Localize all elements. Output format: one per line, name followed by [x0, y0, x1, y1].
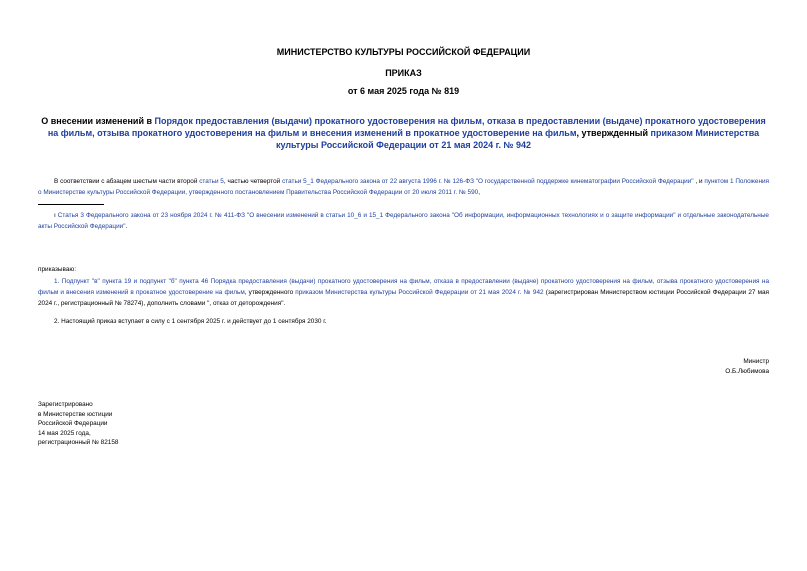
- footnote-law-link[interactable]: Статья 3 Федерального закона от 23 ноября 2024 г. № 411-ФЗ "О внесении изменений в статьи 10_6 и 15_1 Федерального закона "Об информации, информационных технологиях и о защите информации" и отдельные законодательные акты Российской Федерации": [38, 212, 769, 230]
- clause-1-paragraph: [38, 276, 769, 309]
- clause-2-paragraph: 2. Настоящий приказ вступает в силу с 1 сентября 2025 г. и действует до 1 сентября 2030 г.: [54, 318, 327, 325]
- registration-line: в Министерстве юстиции: [38, 410, 113, 418]
- title-procedure-link[interactable]: Порядок предоставления (выдачи) прокатного удостоверения на фильм, отказа в предоставлении (выдаче) прокатного удостоверения на фильм, отзыва прокатного удостоверения на фильм и внесения изменений в прокатное удостоверение на фильм: [47, 116, 766, 138]
- clause-1-text-1: , утвержденного: [244, 289, 296, 296]
- registration-line: Российской Федерации: [38, 420, 108, 427]
- clause-1-procedure-link[interactable]: 1. Подпункт "в" пункта 19 и подпункт "б" пункта 46 Порядка предоставления (выдачи) прокатного удостоверения на фильм, отказа в предоставлении (выдаче) прокатного удостоверения на фильм, отзыва прокатного удостоверения на фильм и внесения изменений в прокатное удостоверение на фильм: [38, 278, 769, 296]
- date-number-heading: от 6 мая 2025 года № 819: [347, 86, 460, 96]
- preamble-paragraph: [38, 176, 769, 198]
- footnote-end: .: [125, 223, 128, 230]
- document-type-heading: ПРИКАЗ: [385, 68, 422, 78]
- document-title: [36, 115, 771, 151]
- signatory-name: О.Б.Любимова: [725, 368, 769, 375]
- registration-block: [38, 400, 118, 448]
- footnote: [38, 210, 769, 232]
- preamble-text-1: В соответствии с абзацем шестым части второй: [54, 178, 200, 185]
- orders-label: приказываю:: [38, 266, 76, 273]
- registration-line: Зарегистрировано: [38, 401, 93, 408]
- title-middle: , утвержденный: [576, 128, 651, 138]
- preamble-text-2: , частью четвертой: [223, 178, 283, 185]
- footnote-marker: ı: [54, 212, 58, 219]
- ministry-regulation-link[interactable]: пунктом 1 Положения о Министерстве культуры Российской Федерации, утвержденного постановлением Правительства Российской Федерации от 20 июля 2011 г. № 590: [38, 178, 770, 196]
- title-prefix: О внесении изменений в: [41, 116, 155, 126]
- clause-1-text-2: (зарегистрирован Министерством юстиции Российской Федерации 27 мая 2024 г., регистрационный № 78274), дополнить словами ", отказ от деторождения".: [38, 289, 770, 307]
- article-5-1-law-link[interactable]: статьи 5_1 Федерального закона от 22 августа 1996 г. № 126-ФЗ "О государственной поддержке кинематографии Российской Федерации": [282, 178, 694, 185]
- registration-line: 14 мая 2025 года,: [38, 429, 91, 437]
- preamble-text-3: , и: [693, 178, 705, 185]
- article-5-link[interactable]: статьи 5: [199, 178, 224, 185]
- ministry-heading: МИНИСТЕРСТВО КУЛЬТУРЫ РОССИЙСКОЙ ФЕДЕРАЦИИ: [276, 47, 531, 57]
- title-order-link[interactable]: приказом Министерства культуры Российской Федерации от 21 мая 2024 г. № 942: [275, 128, 760, 150]
- clause-1-order-link[interactable]: приказом Министерства культуры Российской Федерации от 21 мая 2024 г. № 942: [295, 289, 544, 296]
- signatory-position: Министр: [743, 358, 769, 365]
- registration-line: регистрационный № 82158: [38, 439, 119, 446]
- preamble-text-4: ,: [478, 189, 480, 196]
- footnote-divider: [38, 204, 104, 205]
